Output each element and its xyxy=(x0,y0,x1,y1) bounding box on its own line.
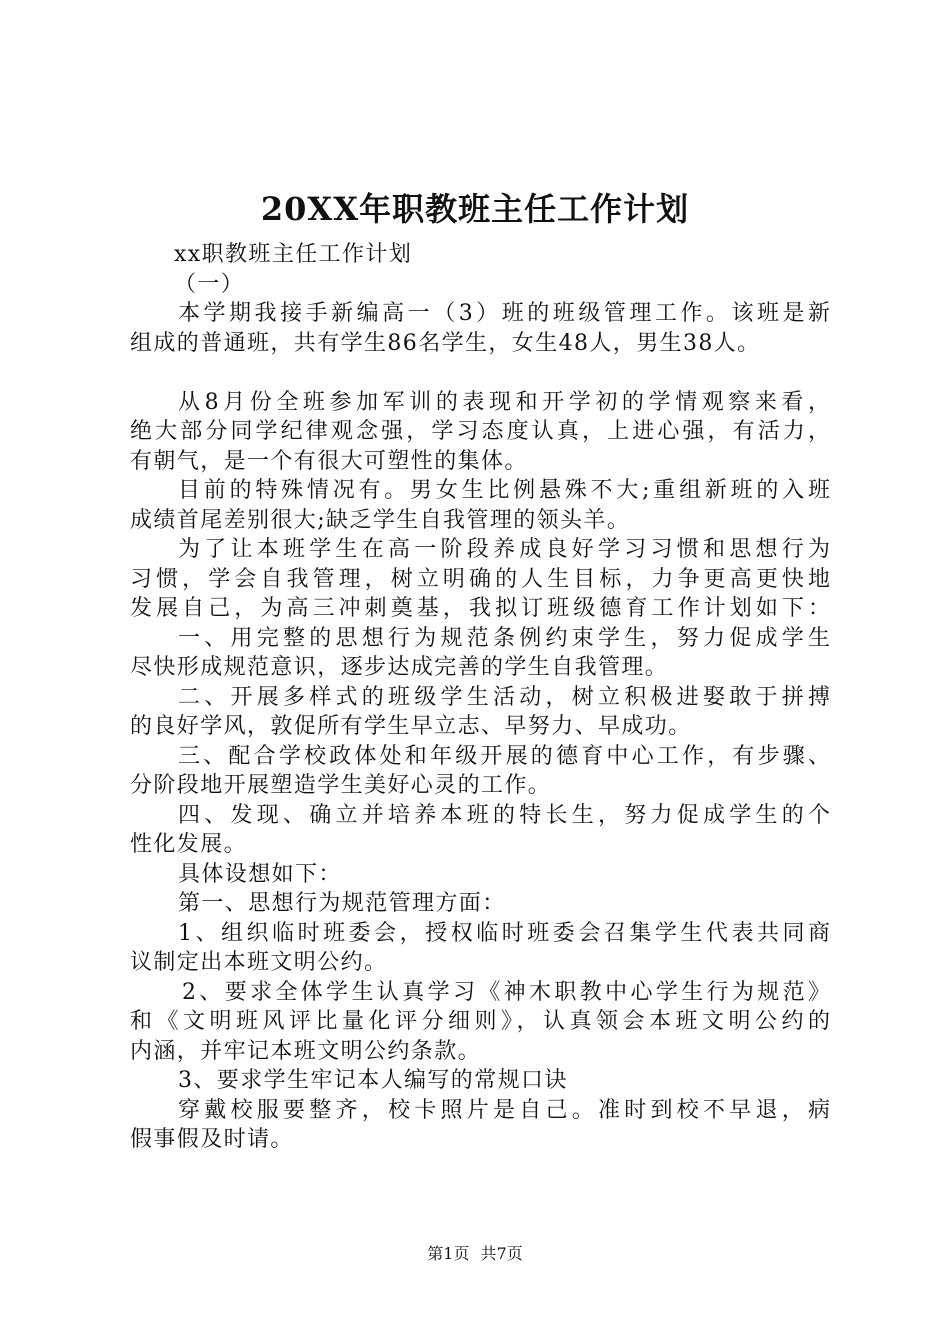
page-footer xyxy=(0,1242,950,1266)
paragraph-line: 和《文明班风评比量化评分细则》，认真领会本班文明公约的 xyxy=(130,1009,830,1034)
paragraph-line: 三、配合学校政体处和年级开展的德育中心工作，有步骤、 xyxy=(178,743,830,769)
paragraph-line: 分阶段地开展塑造学生美好心灵的工作。 xyxy=(130,773,552,798)
paragraph-line: 尽快形成规范意识，逐步达成完善的学生自我管理。 xyxy=(130,655,669,680)
paragraph-line: 组成的普通班，共有学生86名学生，女生48人，男生38人。 xyxy=(130,330,761,356)
paragraph-line: 本学期我接手新编高一（3）班的班级管理工作。该班是新 xyxy=(178,301,830,326)
paragraph-line: 的良好学风，敦促所有学生早立志、早努力、早成功。 xyxy=(130,714,692,739)
blank-line xyxy=(130,358,830,388)
paragraph-line: 有朝气，是一个有很大可塑性的集体。 xyxy=(130,448,528,474)
paragraph-line: 内涵，并牢记本班文明公约条款。 xyxy=(130,1038,482,1064)
paragraph-line: 穿戴校服要整齐，校卡照片是自己。准时到校不早退，病 xyxy=(178,1097,830,1123)
paragraph-line: 发展自己，为高三冲刺奠基，我拟订班级德育工作计划如下： xyxy=(130,596,830,621)
paragraph-line: 假事假及时请。 xyxy=(130,1127,294,1152)
paragraph-line: 2、要求全体学生认真学习《神木职教中心学生行为规范》 xyxy=(182,979,830,1005)
paragraph-line: 性化发展。 xyxy=(130,832,248,857)
paragraph-line: 为了让本班学生在高一阶段养成良好学习习惯和思想行为 xyxy=(178,537,830,562)
paragraph-line: 目前的特殊情况有。男女生比例悬殊不大;重组新班的入班 xyxy=(178,478,830,503)
page-number-total: 共7页 xyxy=(480,1244,523,1263)
page-number-current: 第1页 xyxy=(427,1244,470,1263)
paragraph-line: 具体设想如下： xyxy=(178,861,342,887)
paragraph-line: 议制定出本班文明公约。 xyxy=(130,950,388,975)
paragraph-line: 1、组织临时班委会，授权临时班委会召集学生代表共同商 xyxy=(178,920,830,946)
section-number: （一） xyxy=(174,271,245,297)
paragraph-line: 习惯，学会自我管理，树立明确的人生目标，力争更高更快地 xyxy=(130,566,830,592)
paragraph-line: 二、开展多样式的班级学生活动，树立积极进娶敢于拼搏 xyxy=(178,684,830,710)
paragraph-line: 成绩首尾差别很大;缺乏学生自我管理的领头羊。 xyxy=(130,507,631,533)
paragraph-line: 一、用完整的思想行为规范条例约束学生，努力促成学生 xyxy=(178,625,830,651)
paragraph-line: 绝大部分同学纪律观念强，学习态度认真，上进心强，有活力， xyxy=(130,419,830,444)
document-body xyxy=(130,240,830,1155)
paragraph-line: 第一、思想行为规范管理方面： xyxy=(178,891,506,916)
subtitle-line: xx职教班主任工作计划 xyxy=(174,242,413,267)
paragraph-line: 3、要求学生牢记本人编写的常规口诀 xyxy=(178,1068,568,1093)
paragraph-line: 从8月份全班参加军训的表现和开学初的学情观察来看， xyxy=(178,389,830,415)
document-title: 20XX年职教班主任工作计划 xyxy=(260,190,690,228)
paragraph-line: 四、发现、确立并培养本班的特长生，努力促成学生的个 xyxy=(178,802,830,828)
